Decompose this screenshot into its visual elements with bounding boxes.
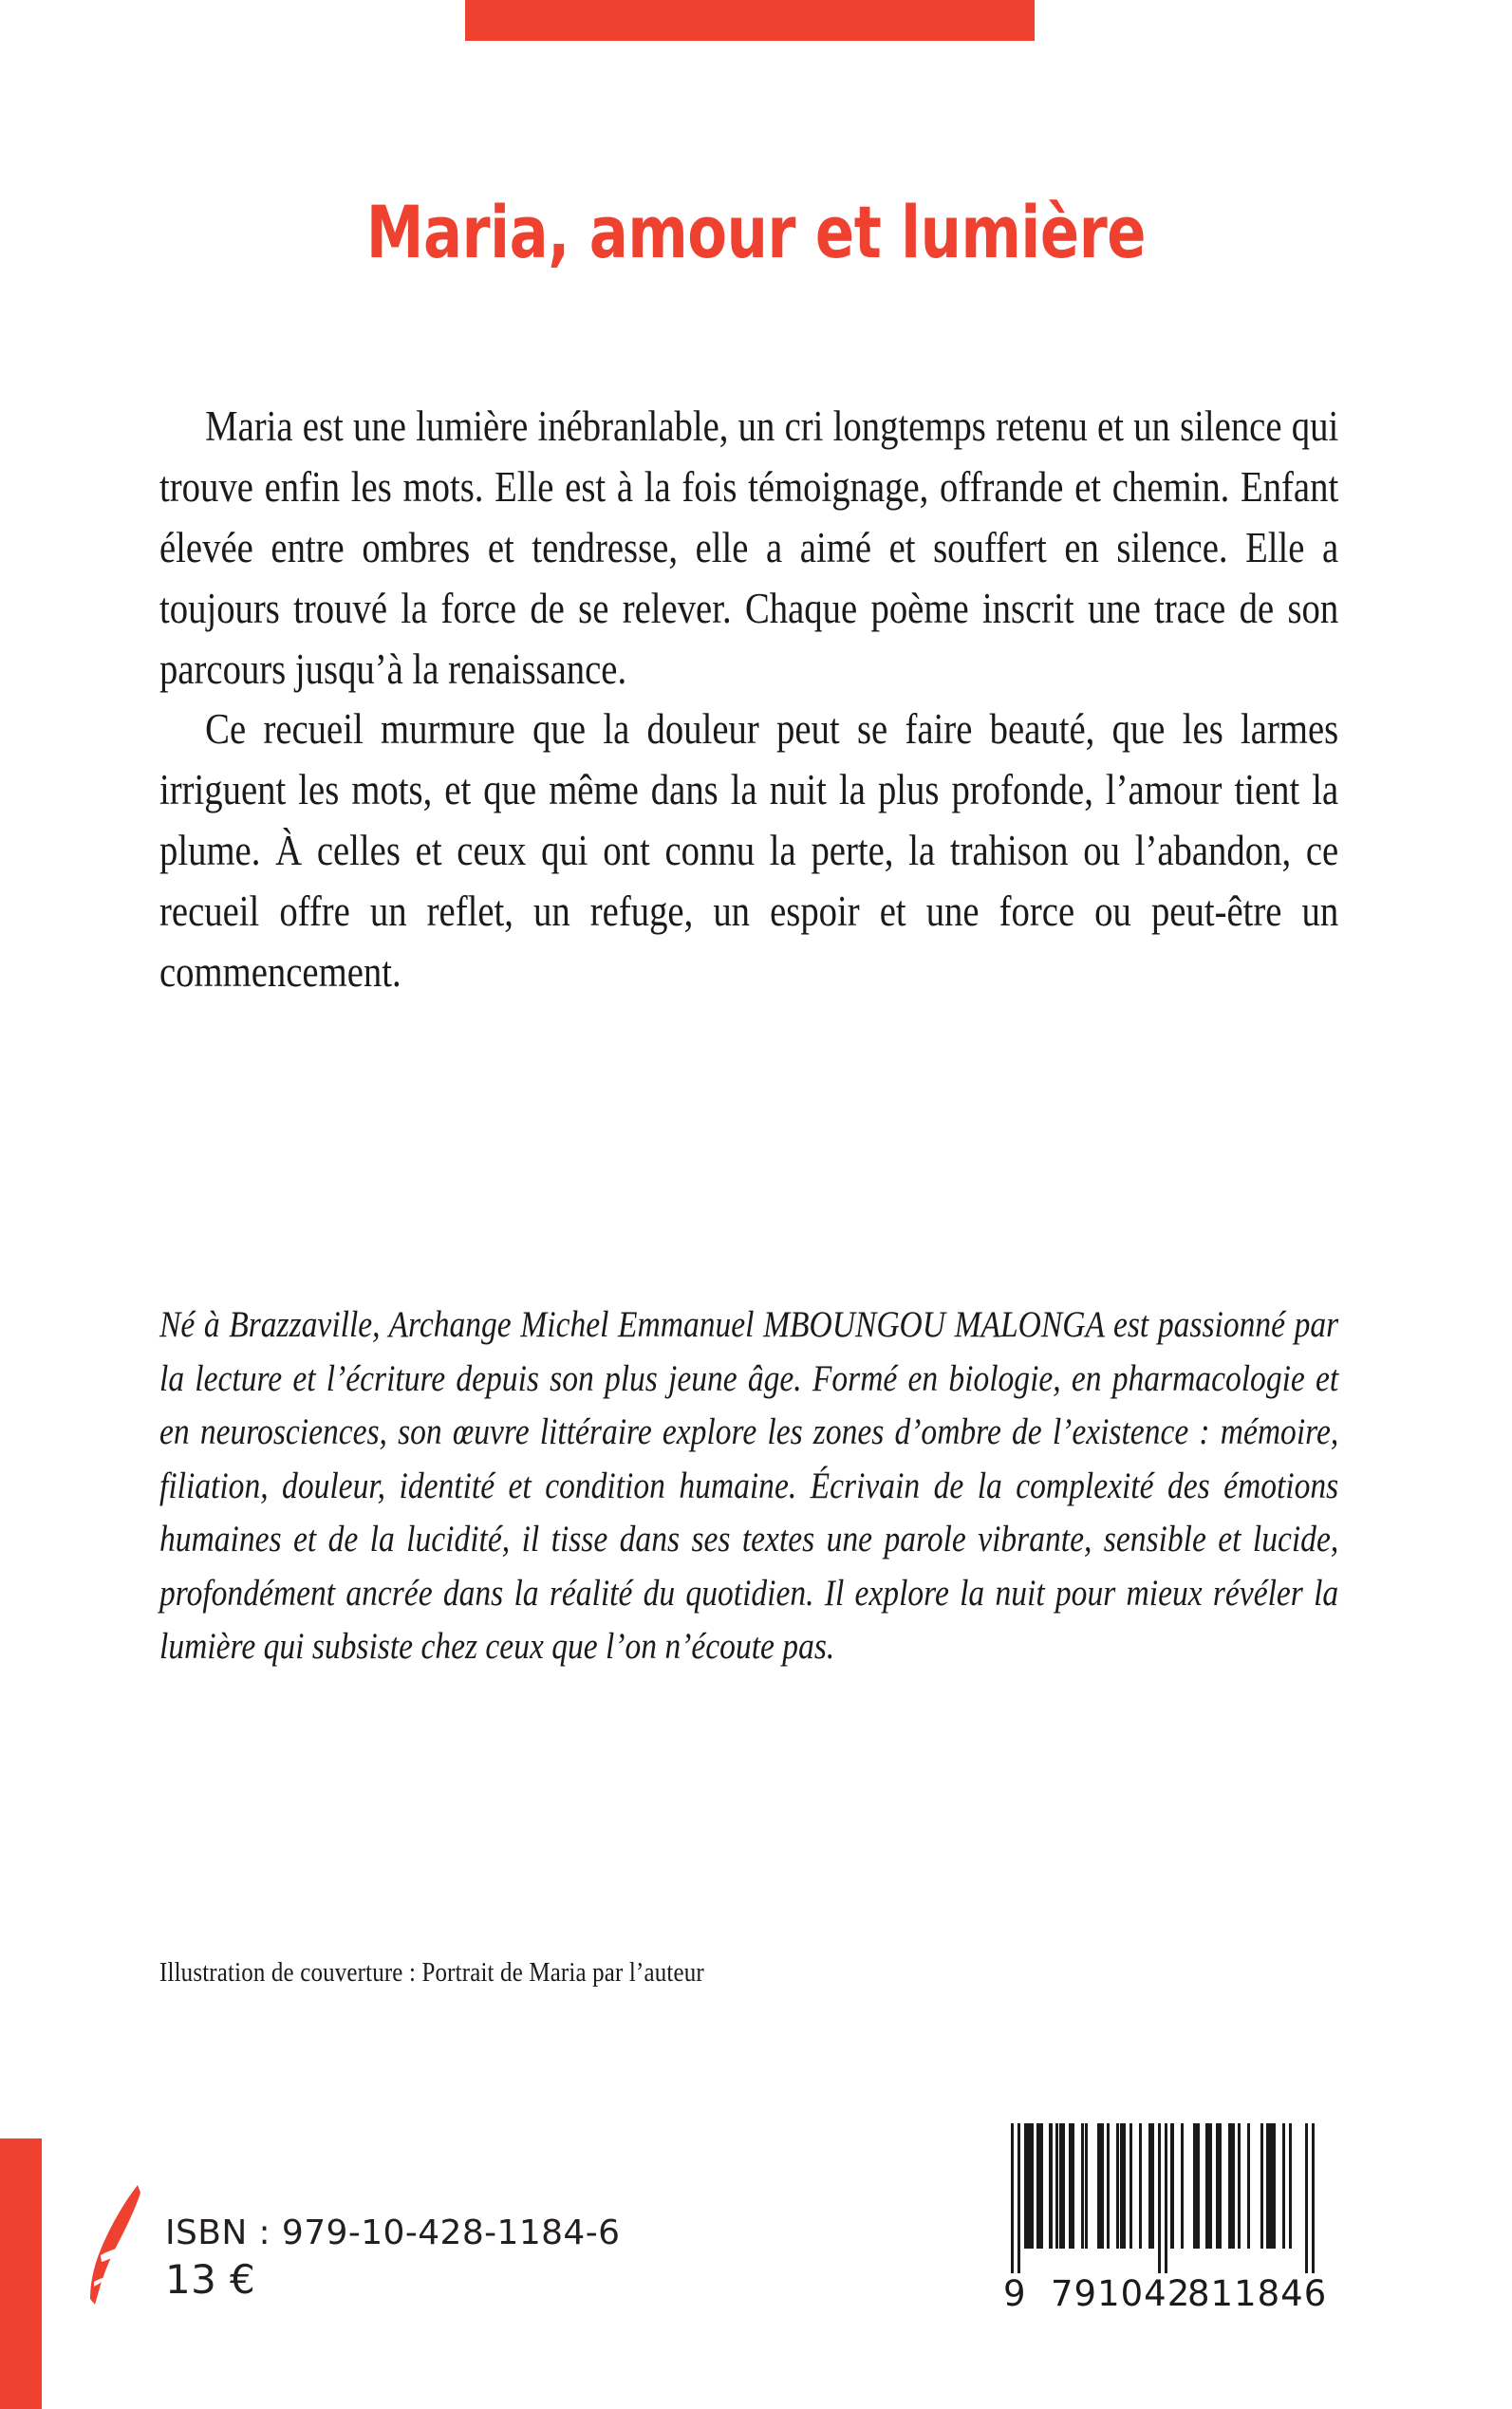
book-blurb: [159, 397, 1338, 1003]
cover-illustration-credit-text: Illustration de couverture : Portrait de Maria par l’auteur: [159, 1957, 704, 1988]
page-title: Maria, amour et lumière: [365, 190, 1147, 274]
barcode-digits: [1001, 2273, 1328, 2319]
barcode-bars: [1001, 2123, 1324, 2273]
barcode-digits-right: 811846: [1187, 2273, 1328, 2314]
left-accent-bar: [0, 2138, 42, 2409]
barcode: [1001, 2123, 1328, 2327]
isbn-price-block: [165, 2212, 620, 2306]
price-text: 13 €: [165, 2256, 256, 2303]
top-accent-bar: [465, 0, 1035, 41]
barcode-digits-middle: 791042: [1051, 2273, 1191, 2314]
blurb-paragraph-1-text: Maria est une lumière inébranlable, un cri longtemps retenu et un silence qui trouve enfin les mots. Elle est à la fois témoignage, offrande et chemin. Enfant élevée entre ombres et tendresse, elle a aimé et souffert en silence. Elle a toujours trouvé la force de se relever. Chaque poème inscrit une trace de son parcours jusqu’à la renaissance.: [159, 402, 1339, 693]
blurb-paragraph-2-text: Ce recueil murmure que la douleur peut se faire beauté, que les larmes irriguent les mots, et que même dans la nuit la plus profonde, l’amour tient la plume. À celles et ceux qui ont connu la perte, la trahison ou l’abandon, ce recueil offre un reflet, un refuge, un espoir et une force ou peut-être un commencement.: [159, 705, 1339, 997]
isbn-text: ISBN : 979-10-428-1184-6: [165, 2213, 621, 2252]
blurb-paragraph-2: [159, 700, 1338, 1002]
author-biography-text: Né à Brazzaville, Archange Michel Emmanuel MBOUNGOU MALONGA est passionné par la lecture et l’écriture depuis son plus jeune âge. Formé en biologie, en pharmacologie et en neurosciences, son œuvre littéraire explore les zones d’ombre de l’existence : mémoire, filiation, douleur, identité et condition humaine. Écrivain de la complexité des émotions humaines et de la lucidité, il tisse dans ses textes une parole vibrante, sensible et lucide, profondément ancrée dans la réalité du quotidien. Il explore la nuit pour mieux révéler la lumière qui subsiste chez ceux que l’on n’écoute pas.: [159, 1304, 1339, 1668]
barcode-digit-left: 9: [1003, 2273, 1027, 2314]
blurb-paragraph-1: [159, 397, 1338, 700]
cover-illustration-credit: [159, 1957, 1204, 1989]
author-biography: [159, 1298, 1338, 1674]
feather-quill-icon: [84, 2181, 146, 2309]
